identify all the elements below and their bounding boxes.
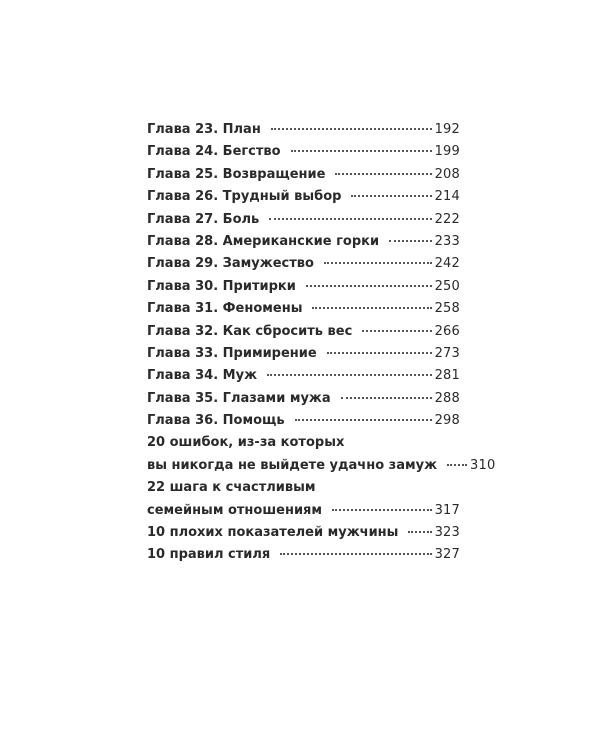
toc-entry-page: 250 xyxy=(434,278,460,294)
toc-entry-first-line xyxy=(147,432,460,454)
toc-entry xyxy=(147,432,496,477)
dot-leader xyxy=(280,552,431,555)
toc-entry xyxy=(147,343,460,365)
toc-entry-title: 20 ошибок, из-за которых xyxy=(147,435,345,451)
toc-entry-title: семейным отношениям xyxy=(147,502,323,518)
dot-leader xyxy=(389,239,431,242)
toc-entry-title: 22 шага к счастливым xyxy=(147,480,316,496)
toc-entry xyxy=(147,365,460,387)
toc-entry-page: 258 xyxy=(434,301,460,317)
dot-leader xyxy=(324,261,432,264)
toc-entry-title: Глава 30. Притирки xyxy=(147,278,296,294)
toc-entry-first-line xyxy=(147,477,460,499)
dot-leader xyxy=(291,149,432,152)
toc-entry xyxy=(147,164,460,186)
toc-entry xyxy=(147,231,460,253)
toc-entry xyxy=(147,410,460,432)
toc-entry-page: 273 xyxy=(434,345,460,361)
dot-leader xyxy=(408,530,431,533)
dot-leader xyxy=(332,508,432,511)
toc-entry xyxy=(147,522,460,544)
dot-leader xyxy=(362,329,431,332)
toc-entry-second-line xyxy=(147,455,496,477)
toc-entry-page: 323 xyxy=(434,525,460,541)
dot-leader xyxy=(271,127,432,130)
toc-entry-title: Глава 32. Как сбросить вес xyxy=(147,323,353,339)
toc-entry xyxy=(147,544,460,566)
toc-entry-page: 266 xyxy=(434,323,460,339)
toc-entry-page: 310 xyxy=(470,457,496,473)
dot-leader xyxy=(351,194,431,197)
toc-entry-page: 233 xyxy=(434,233,460,249)
toc-entry-title: Глава 27. Боль xyxy=(147,211,260,227)
toc-entry-page: 288 xyxy=(434,390,460,406)
toc-entry xyxy=(147,388,460,410)
dot-leader xyxy=(327,351,432,354)
toc-entry xyxy=(147,477,460,522)
toc-entry-title: Глава 34. Муж xyxy=(147,368,258,384)
toc-entry-title: Глава 35. Глазами мужа xyxy=(147,390,331,406)
toc-entry-page: 298 xyxy=(434,413,460,429)
toc-entry xyxy=(147,209,460,231)
toc-entry-page: 208 xyxy=(434,166,460,182)
toc-entry xyxy=(147,186,460,208)
toc-entry-title: Глава 29. Замужество xyxy=(147,256,314,272)
dot-leader xyxy=(335,172,431,175)
toc-entry-title: Глава 33. Примирение xyxy=(147,345,317,361)
toc-entry-page: 192 xyxy=(434,122,460,137)
toc-entry-title: Глава 23. План xyxy=(147,122,261,137)
toc-entry xyxy=(147,276,460,298)
toc-entry-title: Глава 31. Феномены xyxy=(147,301,303,317)
toc-entry xyxy=(147,321,460,343)
toc-entry-page: 242 xyxy=(434,256,460,272)
toc-entry-title: Глава 26. Трудный выбор xyxy=(147,189,342,205)
toc-entry-second-line xyxy=(147,500,460,522)
toc-entry-title: Глава 24. Бегство xyxy=(147,144,281,160)
toc-entry xyxy=(147,119,460,141)
toc-entry-page: 317 xyxy=(434,502,460,518)
toc-entry-page: 214 xyxy=(434,189,460,205)
toc-entry-title: 10 плохих показателей мужчины xyxy=(147,525,399,541)
toc-entry-page: 222 xyxy=(434,211,460,227)
dot-leader xyxy=(312,306,431,309)
toc-entry-title: вы никогда не выйдете удачно замуж xyxy=(147,457,438,473)
dot-leader xyxy=(295,418,432,421)
toc-entry-page: 327 xyxy=(434,547,460,563)
toc-entry-title: 10 правил стиля xyxy=(147,547,271,563)
dot-leader xyxy=(306,284,432,287)
toc-entry-title: Глава 36. Помощь xyxy=(147,413,285,429)
toc-entry-title: Глава 25. Возвращение xyxy=(147,166,326,182)
toc-entry xyxy=(147,141,460,163)
table-of-contents xyxy=(147,119,496,567)
dot-leader xyxy=(267,373,432,376)
toc-entry-page: 281 xyxy=(434,368,460,384)
toc-entry xyxy=(147,298,460,320)
dot-leader xyxy=(269,217,431,220)
toc-entry xyxy=(147,253,460,275)
dot-leader xyxy=(447,463,467,466)
toc-entry-page: 199 xyxy=(434,144,460,160)
dot-leader xyxy=(341,396,432,399)
toc-entry-title: Глава 28. Американские горки xyxy=(147,233,380,249)
